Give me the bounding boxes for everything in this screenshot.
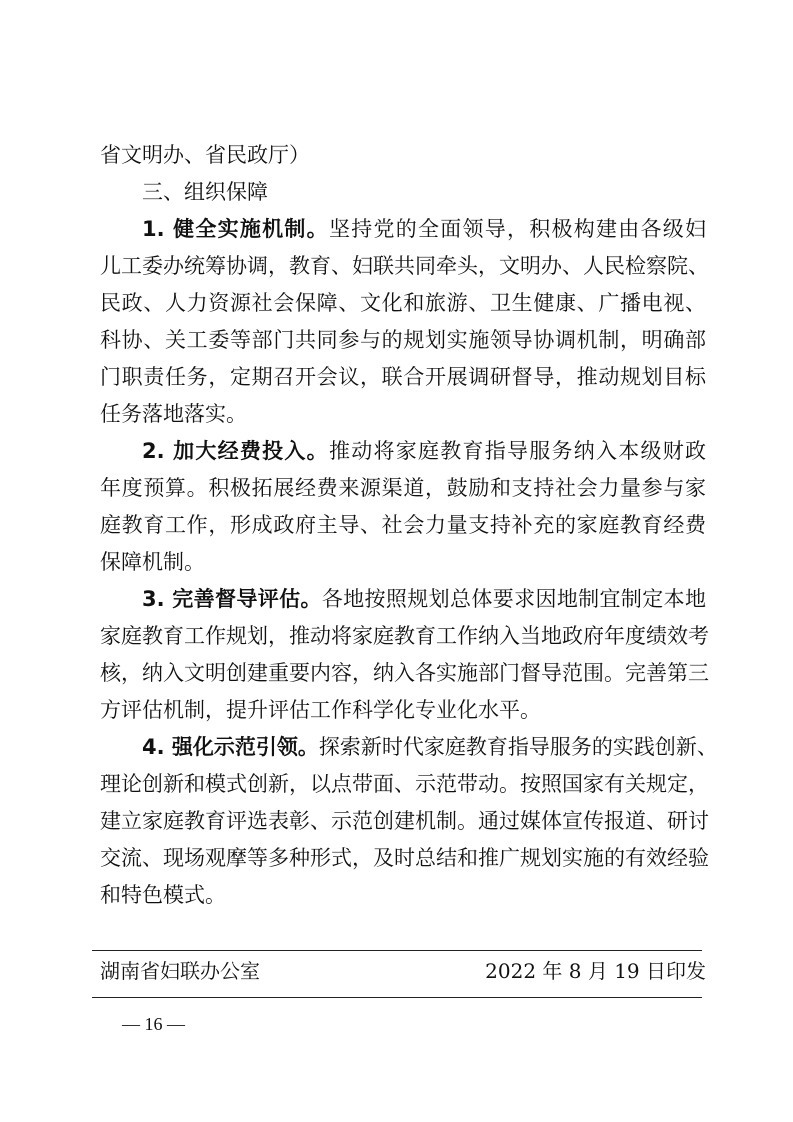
paragraph (100, 433, 706, 581)
paragraph (100, 729, 718, 914)
paragraph-text: 庭教育工作，形成政府主导、社会力量支持补充的家庭教育经费 (100, 513, 706, 537)
paragraph-title: 3. 完善督导评估。 (142, 587, 322, 611)
paragraph-text: 门职责任务，定期召开会议，联合开展调研督导，推动规划目标 (100, 365, 706, 389)
paragraph-text: 民政、人力资源社会保障、文化和旅游、卫生健康、广播电视、 (100, 291, 706, 315)
paragraph-text: 各地按照规划总体要求因地制宜制定本地 (321, 587, 706, 611)
footer-top-rule (92, 950, 702, 951)
paragraph-text: 任务落地落实。 (100, 402, 247, 426)
paragraph-line (100, 322, 706, 359)
paragraph-text: 坚持党的全面领导，积极构建由各级妇 (328, 217, 706, 241)
paragraph-line (100, 359, 706, 396)
paragraph-line (100, 840, 709, 877)
paragraph-title: 4. 强化示范引领。 (142, 735, 319, 759)
paragraph-text: 理论创新和模式创新，以点带面、示范带动。按照国家有关规定， (100, 772, 709, 796)
paragraph (100, 211, 709, 433)
document-body (100, 137, 718, 914)
paragraph-line (100, 211, 706, 248)
paragraph-text: 保障机制。 (100, 550, 205, 574)
paragraph-line (100, 655, 709, 692)
paragraph-line (100, 507, 706, 544)
paragraph-line (100, 618, 709, 655)
paragraph-line (100, 470, 706, 507)
paragraph-line (100, 433, 706, 470)
paragraph-line (100, 692, 706, 729)
page-number: — 16 — (122, 1014, 185, 1034)
paragraph-text: 推动将家庭教育指导服务纳入本级财政 (328, 439, 706, 463)
issuer: 湖南省妇联办公室 (100, 959, 260, 983)
paragraph-text: 年度预算。积极拓展经费来源渠道，鼓励和支持社会力量参与家 (100, 476, 706, 500)
paragraph-title: 1. 健全实施机制。 (142, 217, 329, 241)
paragraph-title: 2. 加大经费投入。 (142, 439, 329, 463)
paragraph (100, 581, 709, 729)
section-heading: 三、组织保障 (142, 180, 268, 204)
paragraph-line (100, 729, 718, 766)
paragraph-text: 家庭教育工作规划，推动将家庭教育工作纳入当地政府年度绩效考 (100, 624, 709, 648)
paragraph-line (100, 544, 706, 581)
paragraph-text: 儿工委办统筹协调，教育、妇联共同牵头，文明办、人民检察院、 (100, 254, 709, 278)
continued-line: 省文明办、省民政厅） (100, 143, 310, 167)
paragraph-line (100, 248, 709, 285)
paragraph-text: 交流、现场观摩等多种形式，及时总结和推广规划实施的有效经验 (100, 846, 709, 870)
paragraph-line (100, 803, 709, 840)
paragraph-line (100, 285, 706, 322)
paragraph-text: 建立家庭教育评选表彰、示范创建机制。通过媒体宣传报道、研讨 (100, 809, 709, 833)
footer-bottom-rule (92, 997, 702, 998)
paragraph-line (100, 766, 709, 803)
paragraph-text: 方评估机制，提升评估工作科学化专业化水平。 (100, 698, 541, 722)
paragraph-line (100, 581, 706, 618)
imprint-footer (100, 955, 706, 984)
paragraph-text: 科协、关工委等部门共同参与的规划实施领导协调机制，明确部 (100, 328, 706, 352)
print-date: 2022 年 8 月 19 日印发 (485, 959, 706, 983)
paragraph-text: 核，纳入文明创建重要内容，纳入各实施部门督导范围。完善第三 (100, 661, 709, 685)
paragraph-text: 探索新时代家庭教育指导服务的实践创新、 (318, 735, 718, 759)
paragraph-text: 和特色模式。 (100, 883, 226, 907)
paragraph-line (100, 396, 706, 433)
paragraph-line (100, 877, 706, 914)
